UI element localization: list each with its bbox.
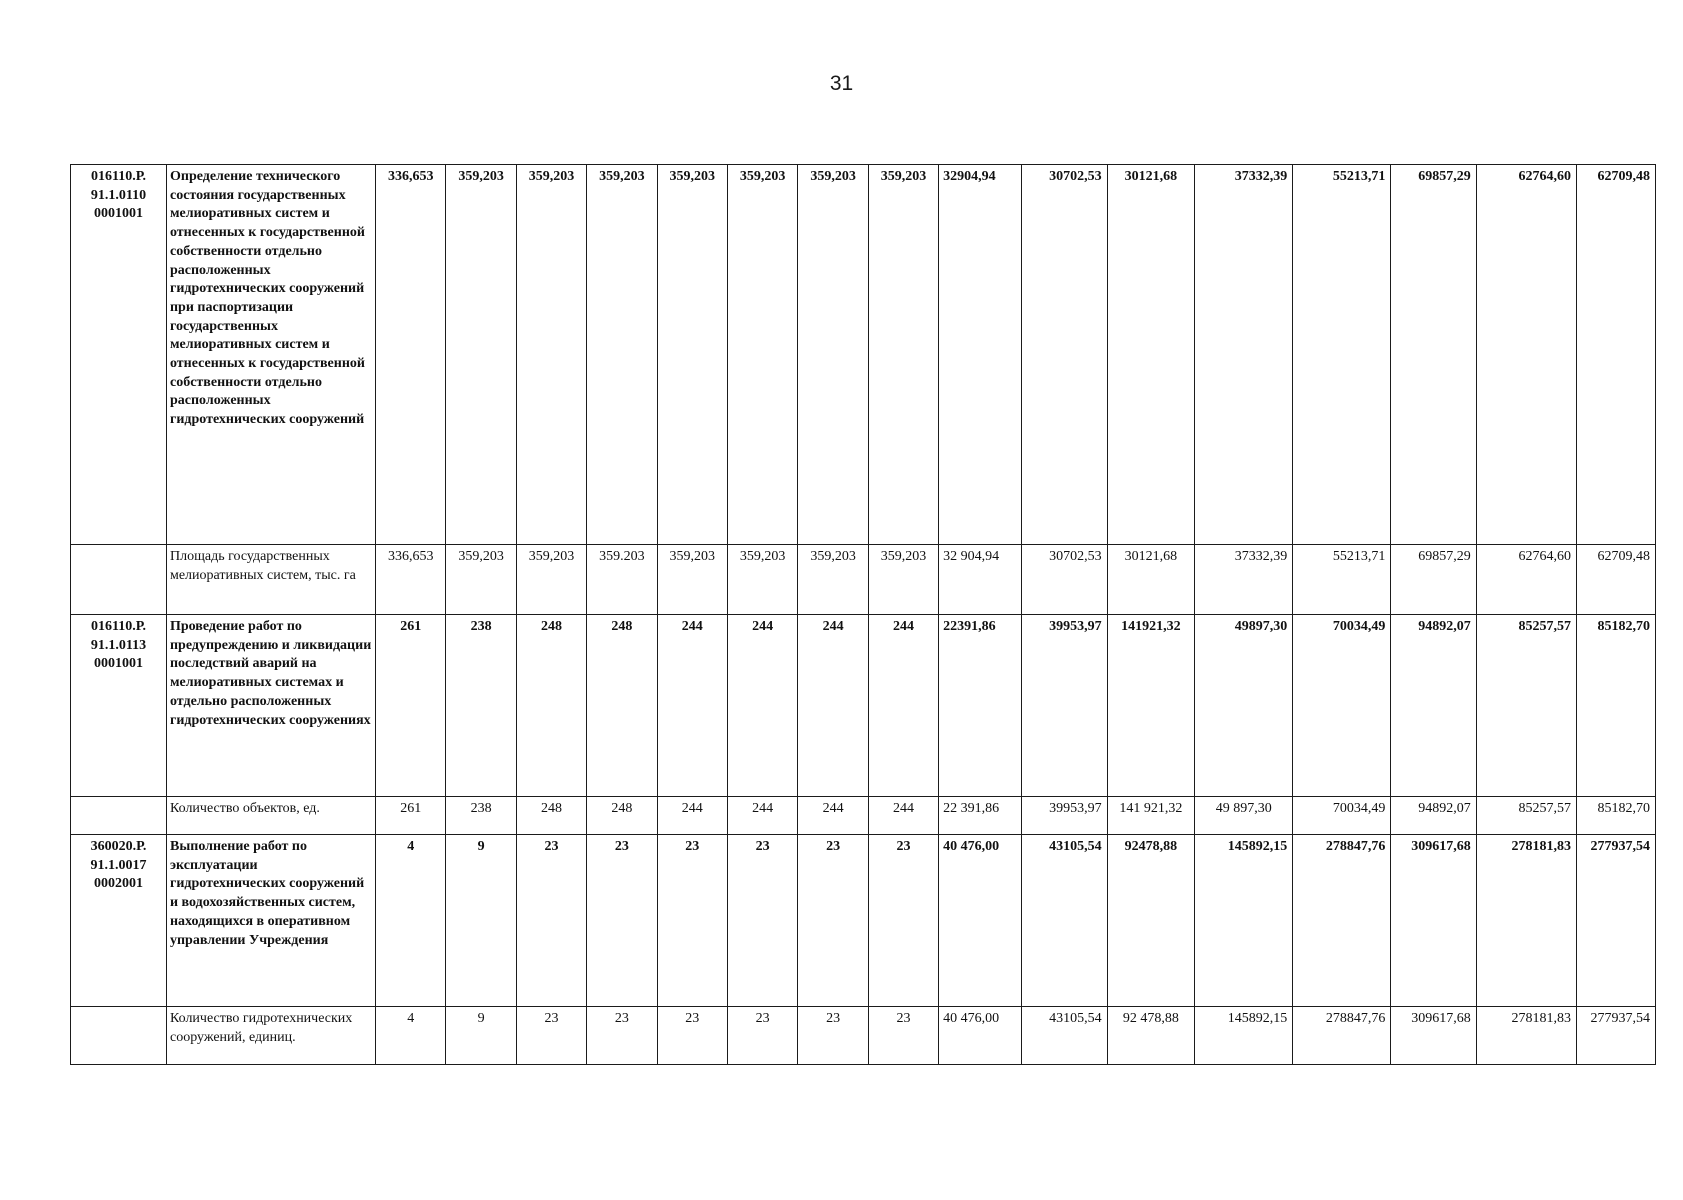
service-code: 016110.Р. 91.1.0110 0001001 [90,169,147,222]
value-cell: 359,203 [798,165,868,545]
service-code-cell [71,835,167,1007]
value-cell: 23 [868,1007,938,1065]
value-cell: 359,203 [446,165,516,545]
value-cell: 359,203 [657,165,727,545]
value-cell: 261 [376,615,446,797]
value-cell: 244 [798,797,868,835]
value-cell: 359,203 [798,545,868,615]
description-cell [166,545,375,615]
value-cell: 244 [868,615,938,797]
value-cell: 359,203 [446,545,516,615]
value-cell: 40 476,00 [939,835,1022,1007]
description-text: Выполнение работ по эксплуатации гидротехнических сооружений и водохозяйственных систем, находящихся в оперативном управлении Учреждения [169,839,365,948]
value-cell: 23 [798,835,868,1007]
value-cell: 9 [446,1007,516,1065]
value-cell: 141 921,32 [1107,797,1194,835]
value-cell: 49897,30 [1195,615,1293,797]
service-code-cell [71,545,167,615]
value-cell: 278847,76 [1293,835,1391,1007]
value-cell: 309617,68 [1391,835,1476,1007]
value-cell: 244 [727,615,797,797]
value-cell: 32904,94 [939,165,1022,545]
value-cell: 277937,54 [1576,1007,1655,1065]
value-cell: 70034,49 [1293,615,1391,797]
value-cell: 248 [587,797,657,835]
value-cell: 37332,39 [1195,545,1293,615]
value-cell: 248 [516,797,586,835]
value-cell: 23 [516,1007,586,1065]
value-cell: 23 [727,835,797,1007]
table-row [71,615,1656,797]
value-cell: 359,203 [868,165,938,545]
value-cell: 62709,48 [1576,165,1655,545]
value-cell: 359,203 [587,165,657,545]
value-cell: 30121,68 [1107,545,1194,615]
value-cell: 9 [446,835,516,1007]
value-cell: 4 [376,835,446,1007]
value-cell: 39953,97 [1022,615,1107,797]
value-cell: 244 [657,797,727,835]
value-cell: 85257,57 [1476,615,1576,797]
value-cell: 23 [727,1007,797,1065]
value-cell: 23 [587,1007,657,1065]
value-cell: 336,653 [376,545,446,615]
value-cell: 37332,39 [1195,165,1293,545]
description-cell [166,615,375,797]
value-cell: 248 [516,615,586,797]
value-cell: 94892,07 [1391,797,1476,835]
value-cell: 23 [868,835,938,1007]
service-code-cell [71,797,167,835]
service-code: 360020.Р. 91.1.0017 0002001 [90,839,147,892]
value-cell: 244 [657,615,727,797]
page-number: 31 [829,72,854,95]
table-row [71,835,1656,1007]
data-table [70,164,1656,1065]
value-cell: 359,203 [868,545,938,615]
value-cell: 336,653 [376,165,446,545]
value-cell: 22391,86 [939,615,1022,797]
value-cell: 23 [798,1007,868,1065]
value-cell: 309617,68 [1391,1007,1476,1065]
table-row [71,545,1656,615]
value-cell: 62709,48 [1576,545,1655,615]
value-cell: 69857,29 [1391,165,1476,545]
value-cell: 30121,68 [1107,165,1194,545]
description-cell [166,1007,375,1065]
service-code-cell [71,615,167,797]
value-cell: 359,203 [657,545,727,615]
value-cell: 22 391,86 [939,797,1022,835]
value-cell: 32 904,94 [939,545,1022,615]
value-cell: 43105,54 [1022,1007,1107,1065]
description-text: Количество гидротехнических сооружений, единиц. [169,1011,353,1045]
service-code-cell [71,1007,167,1065]
value-cell: 278181,83 [1476,835,1576,1007]
value-cell: 248 [587,615,657,797]
value-cell: 359,203 [727,165,797,545]
service-code: 016110.Р. 91.1.0113 0001001 [90,619,147,672]
value-cell: 244 [868,797,938,835]
value-cell: 23 [657,835,727,1007]
value-cell: 49 897,30 [1195,797,1293,835]
value-cell: 238 [446,797,516,835]
value-cell: 69857,29 [1391,545,1476,615]
value-cell: 238 [446,615,516,797]
value-cell: 4 [376,1007,446,1065]
value-cell: 62764,60 [1476,165,1576,545]
description-cell [166,165,375,545]
value-cell: 359,203 [727,545,797,615]
value-cell: 55213,71 [1293,545,1391,615]
table-row [71,797,1656,835]
description-text: Проведение работ по предупреждению и ликвидации последствий аварий на мелиоративных системах и отдельно расположенных гидротехнических сооружениях [169,619,372,728]
value-cell: 43105,54 [1022,835,1107,1007]
value-cell: 23 [587,835,657,1007]
value-cell: 40 476,00 [939,1007,1022,1065]
value-cell: 145892,15 [1195,1007,1293,1065]
value-cell: 55213,71 [1293,165,1391,545]
description-text: Количество объектов, ед. [169,801,320,816]
value-cell: 94892,07 [1391,615,1476,797]
value-cell: 141921,32 [1107,615,1194,797]
value-cell: 30702,53 [1022,545,1107,615]
value-cell: 359.203 [587,545,657,615]
value-cell: 261 [376,797,446,835]
value-cell: 85182,70 [1576,797,1655,835]
value-cell: 39953,97 [1022,797,1107,835]
value-cell: 244 [798,615,868,797]
value-cell: 278181,83 [1476,1007,1576,1065]
value-cell: 145892,15 [1195,835,1293,1007]
value-cell: 85182,70 [1576,615,1655,797]
service-code-cell [71,165,167,545]
value-cell: 244 [727,797,797,835]
value-cell: 23 [657,1007,727,1065]
value-cell: 92478,88 [1107,835,1194,1007]
table-row [71,165,1656,545]
description-cell [166,835,375,1007]
description-text: Площадь государственных мелиоративных систем, тыс. га [169,549,356,583]
value-cell: 23 [516,835,586,1007]
value-cell: 30702,53 [1022,165,1107,545]
value-cell: 278847,76 [1293,1007,1391,1065]
value-cell: 359,203 [516,165,586,545]
table-row [71,1007,1656,1065]
value-cell: 359,203 [516,545,586,615]
value-cell: 92 478,88 [1107,1007,1194,1065]
description-cell [166,797,375,835]
description-text: Определение технического состояния государственных мелиоративных систем и отнесенных к государственной собственности отдельно расположенных гидротехнических сооружений при паспортизации государственных мелиоративных систем и отнесенных к государственной собственности отдельно расположенных гидротехнических сооружений [169,169,365,428]
value-cell: 277937,54 [1576,835,1655,1007]
value-cell: 85257,57 [1476,797,1576,835]
value-cell: 70034,49 [1293,797,1391,835]
value-cell: 62764,60 [1476,545,1576,615]
